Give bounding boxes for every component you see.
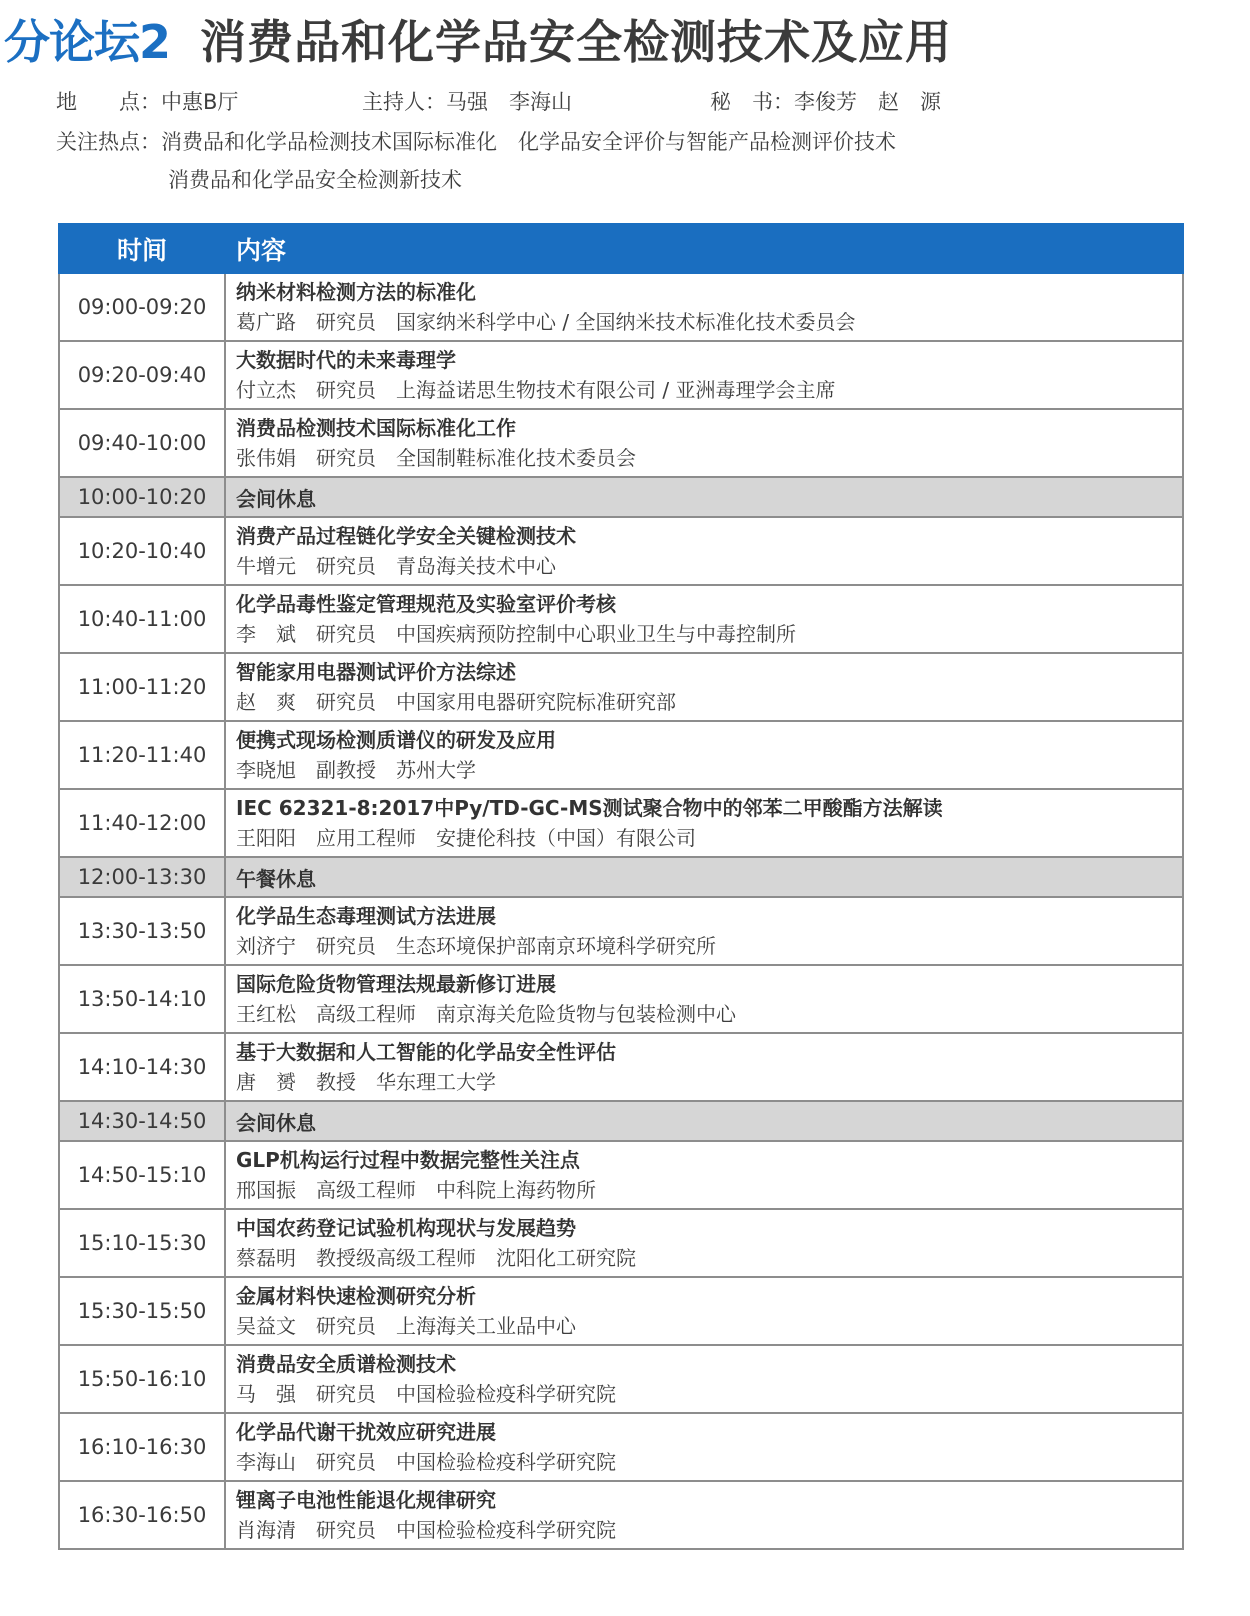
location-label: 地 点： bbox=[56, 90, 161, 114]
row-time: 11:40-12:00 bbox=[59, 789, 225, 857]
talk-title: 便携式现场检测质谱仪的研发及应用 bbox=[236, 728, 556, 752]
talk-title: IEC 62321-8:2017中Py/TD-GC-MS测试聚合物中的邻苯二甲酸酯方法解读 bbox=[236, 796, 943, 820]
speaker-speaker: 牛增元 bbox=[236, 554, 296, 578]
speaker-position: 研究员 bbox=[316, 622, 376, 646]
talk-row bbox=[59, 341, 1183, 409]
meta-host bbox=[362, 86, 572, 116]
talk-title: 大数据时代的未来毒理学 bbox=[236, 348, 456, 372]
schedule-table bbox=[58, 223, 1184, 1550]
talk-speaker-line bbox=[236, 375, 1182, 405]
break-label: 会间休息 bbox=[225, 1101, 1183, 1141]
talk-row bbox=[59, 1033, 1183, 1101]
talk-row bbox=[59, 897, 1183, 965]
speaker-speaker: 付立杰 bbox=[236, 378, 296, 402]
talk-title: 基于大数据和人工智能的化学品安全性评估 bbox=[236, 1040, 616, 1064]
talk-content bbox=[225, 789, 1183, 857]
forum-label: 分论坛2 bbox=[4, 15, 171, 69]
host-value: 马强 李海山 bbox=[446, 90, 572, 114]
talk-content bbox=[225, 273, 1183, 341]
speaker-org: 上海海关工业品中心 bbox=[396, 1314, 576, 1338]
speaker-speaker: 邢国振 bbox=[236, 1178, 296, 1202]
talk-speaker-line bbox=[236, 931, 1182, 961]
break-label: 会间休息 bbox=[225, 477, 1183, 517]
talk-speaker-line bbox=[236, 307, 1182, 337]
talk-content bbox=[225, 721, 1183, 789]
talk-speaker-line bbox=[236, 1515, 1182, 1545]
talk-speaker-line bbox=[236, 1447, 1182, 1477]
row-time: 16:30-16:50 bbox=[59, 1481, 225, 1549]
speaker-position: 研究员 bbox=[316, 554, 376, 578]
row-time: 11:20-11:40 bbox=[59, 721, 225, 789]
talk-speaker-line bbox=[236, 551, 1182, 581]
speaker-org: 青岛海关技术中心 bbox=[396, 554, 556, 578]
meta-topics-cont bbox=[168, 164, 462, 194]
speaker-speaker: 王阳阳 bbox=[236, 826, 296, 850]
talk-row bbox=[59, 1277, 1183, 1345]
talk-content bbox=[225, 341, 1183, 409]
talk-speaker-line bbox=[236, 1067, 1182, 1097]
secretary-value: 李俊芳 赵 源 bbox=[794, 90, 941, 114]
talk-content bbox=[225, 897, 1183, 965]
talk-title: 消费品检测技术国际标准化工作 bbox=[236, 416, 516, 440]
talk-title: 化学品生态毒理测试方法进展 bbox=[236, 904, 496, 928]
talk-content bbox=[225, 585, 1183, 653]
speaker-speaker: 吴益文 bbox=[236, 1314, 296, 1338]
speaker-position: 研究员 bbox=[316, 378, 376, 402]
speaker-org: 南京海关危险货物与包装检测中心 bbox=[436, 1002, 736, 1026]
speaker-speaker: 赵 爽 bbox=[236, 690, 296, 714]
row-time: 15:10-15:30 bbox=[59, 1209, 225, 1277]
topics-line-1: 消费品和化学品检测技术国际标准化 化学品安全评价与智能产品检测评价技术 bbox=[161, 130, 896, 154]
speaker-position: 教授级高级工程师 bbox=[316, 1246, 476, 1270]
row-time: 14:50-15:10 bbox=[59, 1141, 225, 1209]
talk-title: 化学品毒性鉴定管理规范及实验室评价考核 bbox=[236, 592, 616, 616]
talk-content bbox=[225, 409, 1183, 477]
talk-title: 金属材料快速检测研究分析 bbox=[236, 1284, 476, 1308]
talk-title: 化学品代谢干扰效应研究进展 bbox=[236, 1420, 496, 1444]
row-time: 15:30-15:50 bbox=[59, 1277, 225, 1345]
speaker-position: 研究员 bbox=[316, 446, 376, 470]
talk-title: 锂离子电池性能退化规律研究 bbox=[236, 1488, 496, 1512]
talk-row bbox=[59, 517, 1183, 585]
talk-speaker-line bbox=[236, 1175, 1182, 1205]
speaker-position: 研究员 bbox=[316, 690, 376, 714]
meta-location bbox=[56, 86, 238, 116]
forum-title: 消费品和化学品安全检测技术及应用 bbox=[200, 15, 953, 69]
talk-speaker-line bbox=[236, 1243, 1182, 1273]
speaker-position: 研究员 bbox=[316, 310, 376, 334]
header-time: 时间 bbox=[59, 224, 225, 273]
talk-speaker-line bbox=[236, 755, 1182, 785]
page-title bbox=[4, 6, 952, 70]
talk-title: 国际危险货物管理法规最新修订进展 bbox=[236, 972, 556, 996]
break-row bbox=[59, 477, 1183, 517]
talk-content bbox=[225, 1413, 1183, 1481]
speaker-speaker: 张伟娟 bbox=[236, 446, 296, 470]
talk-content bbox=[225, 1481, 1183, 1549]
talk-title: 消费产品过程链化学安全关键检测技术 bbox=[236, 524, 576, 548]
speaker-org: 苏州大学 bbox=[396, 758, 476, 782]
talk-speaker-line bbox=[236, 619, 1182, 649]
row-time: 14:10-14:30 bbox=[59, 1033, 225, 1101]
speaker-speaker: 马 强 bbox=[236, 1382, 296, 1406]
talk-content bbox=[225, 517, 1183, 585]
meta-topics bbox=[56, 126, 896, 156]
talk-row bbox=[59, 721, 1183, 789]
speaker-org: 中国疾病预防控制中心职业卫生与中毒控制所 bbox=[396, 622, 796, 646]
row-time: 14:30-14:50 bbox=[59, 1101, 225, 1141]
row-time: 11:00-11:20 bbox=[59, 653, 225, 721]
speaker-position: 教授 bbox=[316, 1070, 356, 1094]
talk-row bbox=[59, 409, 1183, 477]
talk-content bbox=[225, 1345, 1183, 1413]
talk-speaker-line bbox=[236, 1379, 1182, 1409]
speaker-speaker: 唐 赟 bbox=[236, 1070, 296, 1094]
speaker-position: 高级工程师 bbox=[316, 1002, 416, 1026]
talk-title: 消费品安全质谱检测技术 bbox=[236, 1352, 456, 1376]
row-time: 09:00-09:20 bbox=[59, 273, 225, 341]
talk-row bbox=[59, 585, 1183, 653]
talk-row bbox=[59, 273, 1183, 341]
talk-content bbox=[225, 1277, 1183, 1345]
talk-row bbox=[59, 789, 1183, 857]
break-row bbox=[59, 857, 1183, 897]
speaker-speaker: 刘济宁 bbox=[236, 934, 296, 958]
break-row bbox=[59, 1101, 1183, 1141]
topics-label: 关注热点： bbox=[56, 130, 161, 154]
row-time: 15:50-16:10 bbox=[59, 1345, 225, 1413]
speaker-speaker: 王红松 bbox=[236, 1002, 296, 1026]
talk-speaker-line bbox=[236, 1311, 1182, 1341]
talk-row bbox=[59, 1345, 1183, 1413]
row-time: 10:40-11:00 bbox=[59, 585, 225, 653]
speaker-speaker: 李海山 bbox=[236, 1450, 296, 1474]
speaker-org: 中国检验检疫科学研究院 bbox=[396, 1382, 616, 1406]
row-time: 13:50-14:10 bbox=[59, 965, 225, 1033]
talk-speaker-line bbox=[236, 443, 1182, 473]
talk-title: 纳米材料检测方法的标准化 bbox=[236, 280, 476, 304]
speaker-speaker: 葛广路 bbox=[236, 310, 296, 334]
speaker-position: 高级工程师 bbox=[316, 1178, 416, 1202]
talk-row bbox=[59, 1209, 1183, 1277]
speaker-org: 中国家用电器研究院标准研究部 bbox=[396, 690, 676, 714]
talk-speaker-line bbox=[236, 687, 1182, 717]
row-time: 10:00-10:20 bbox=[59, 477, 225, 517]
talk-content bbox=[225, 965, 1183, 1033]
topics-line-2: 消费品和化学品安全检测新技术 bbox=[168, 168, 462, 192]
speaker-speaker: 蔡磊明 bbox=[236, 1246, 296, 1270]
row-time: 10:20-10:40 bbox=[59, 517, 225, 585]
speaker-org: 沈阳化工研究院 bbox=[496, 1246, 636, 1270]
talk-row bbox=[59, 653, 1183, 721]
speaker-position: 研究员 bbox=[316, 1450, 376, 1474]
speaker-position: 应用工程师 bbox=[316, 826, 416, 850]
speaker-position: 副教授 bbox=[316, 758, 376, 782]
meta-secretary bbox=[710, 86, 941, 116]
secretary-label: 秘 书： bbox=[710, 90, 794, 114]
speaker-speaker: 李 斌 bbox=[236, 622, 296, 646]
break-label: 午餐休息 bbox=[225, 857, 1183, 897]
speaker-position: 研究员 bbox=[316, 1314, 376, 1338]
speaker-org: 华东理工大学 bbox=[376, 1070, 496, 1094]
row-time: 16:10-16:30 bbox=[59, 1413, 225, 1481]
header-content: 内容 bbox=[225, 224, 1183, 273]
table-header-row bbox=[59, 224, 1183, 273]
talk-title: GLP机构运行过程中数据完整性关注点 bbox=[236, 1148, 580, 1172]
talk-speaker-line bbox=[236, 823, 1182, 853]
meta-info-row bbox=[56, 86, 1056, 116]
speaker-org: 全国制鞋标准化技术委员会 bbox=[396, 446, 636, 470]
speaker-position: 研究员 bbox=[316, 1382, 376, 1406]
talk-row bbox=[59, 965, 1183, 1033]
schedule-body bbox=[59, 273, 1183, 1549]
row-time: 13:30-13:50 bbox=[59, 897, 225, 965]
speaker-org: 国家纳米科学中心 / 全国纳米技术标准化技术委员会 bbox=[396, 310, 856, 334]
location-value: 中惠B厅 bbox=[161, 90, 239, 114]
speaker-speaker: 肖海清 bbox=[236, 1518, 296, 1542]
host-label: 主持人： bbox=[362, 90, 446, 114]
speaker-position: 研究员 bbox=[316, 934, 376, 958]
speaker-speaker: 李晓旭 bbox=[236, 758, 296, 782]
speaker-org: 生态环境保护部南京环境科学研究所 bbox=[396, 934, 716, 958]
speaker-org: 中科院上海药物所 bbox=[436, 1178, 596, 1202]
speaker-org: 安捷伦科技（中国）有限公司 bbox=[436, 826, 696, 850]
talk-title: 中国农药登记试验机构现状与发展趋势 bbox=[236, 1216, 576, 1240]
speaker-org: 中国检验检疫科学研究院 bbox=[396, 1518, 616, 1542]
talk-content bbox=[225, 1141, 1183, 1209]
talk-row bbox=[59, 1413, 1183, 1481]
row-time: 09:20-09:40 bbox=[59, 341, 225, 409]
speaker-org: 中国检验检疫科学研究院 bbox=[396, 1450, 616, 1474]
talk-speaker-line bbox=[236, 999, 1182, 1029]
speaker-org: 上海益诺思生物技术有限公司 / 亚洲毒理学会主席 bbox=[396, 378, 836, 402]
talk-title: 智能家用电器测试评价方法综述 bbox=[236, 660, 516, 684]
row-time: 09:40-10:00 bbox=[59, 409, 225, 477]
speaker-position: 研究员 bbox=[316, 1518, 376, 1542]
talk-content bbox=[225, 653, 1183, 721]
talk-row bbox=[59, 1481, 1183, 1549]
row-time: 12:00-13:30 bbox=[59, 857, 225, 897]
talk-row bbox=[59, 1141, 1183, 1209]
talk-content bbox=[225, 1209, 1183, 1277]
talk-content bbox=[225, 1033, 1183, 1101]
